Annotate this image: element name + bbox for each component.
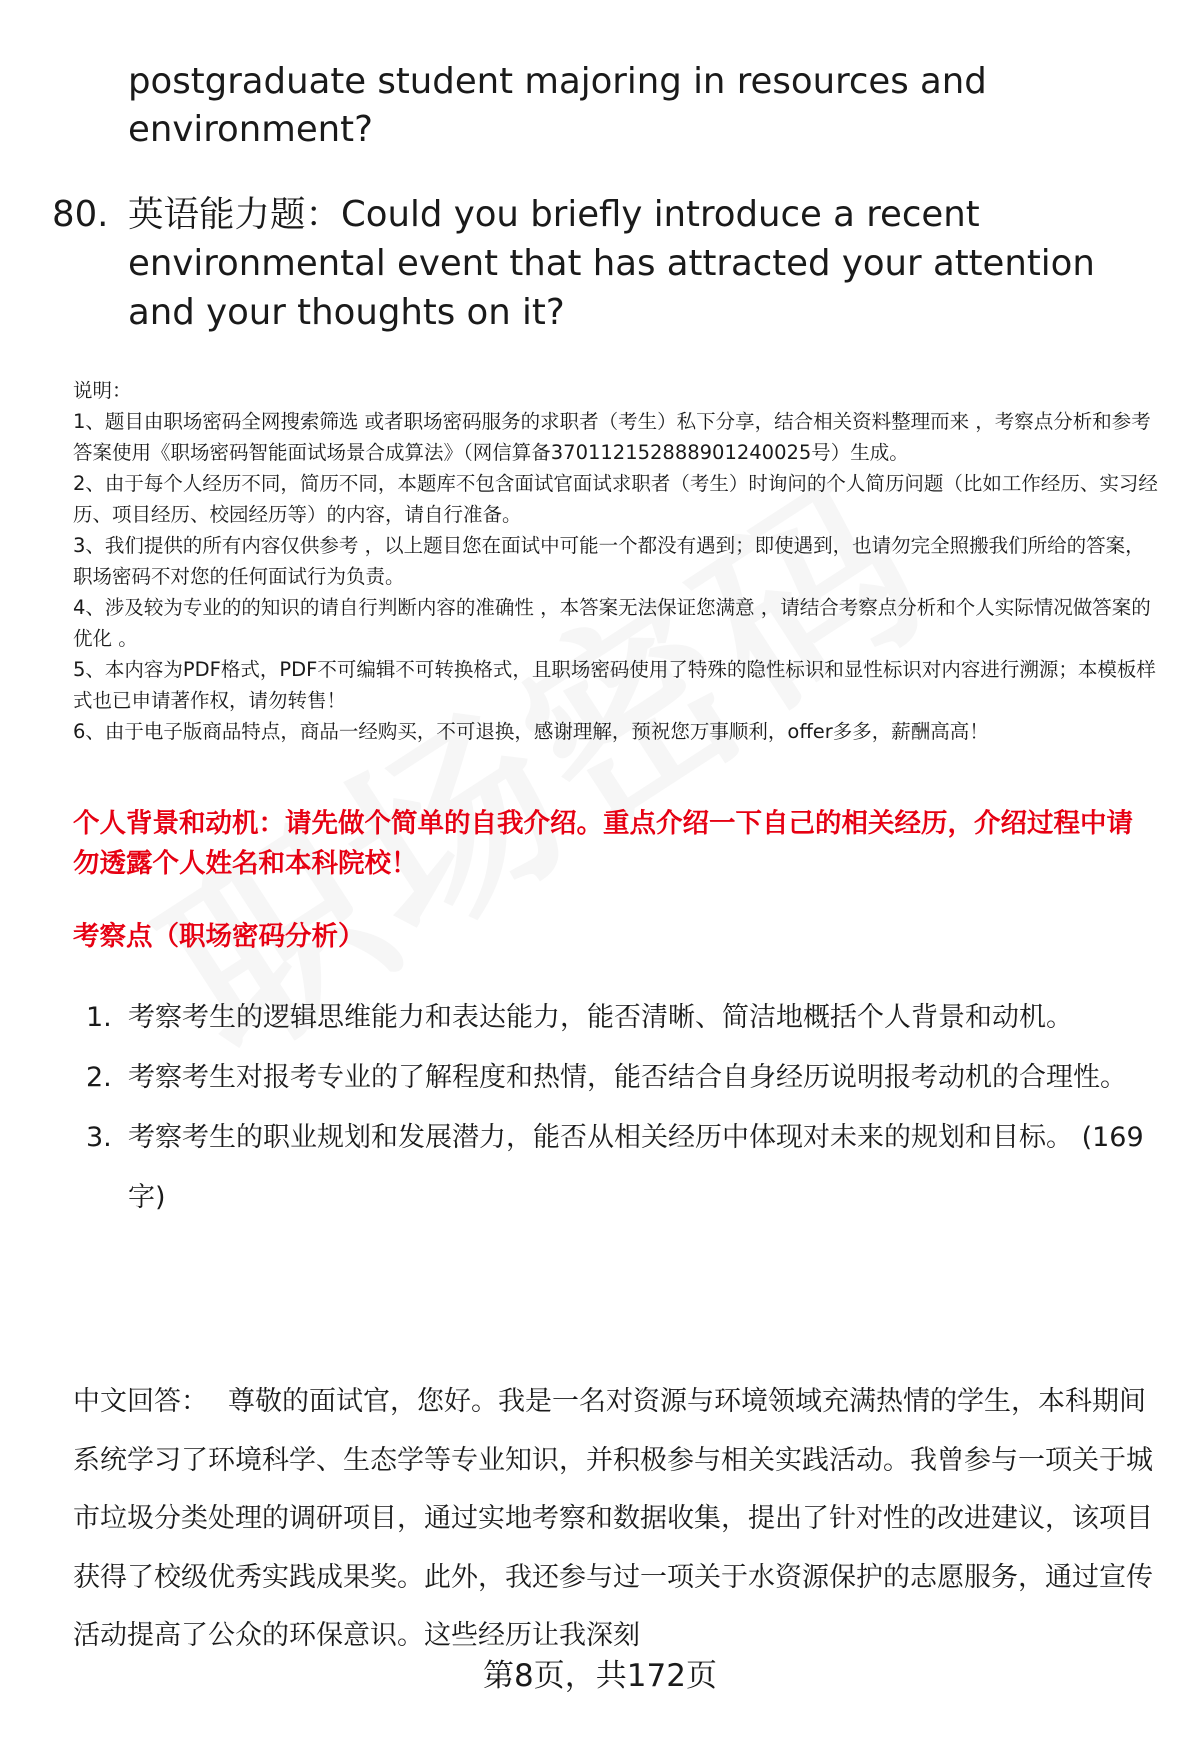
question-text: 英语能力题：Could you briefly introduce a recent environmental event that has attracted your attention and your thoughts on it?: [128, 194, 1095, 333]
notes-title: 说明：: [73, 379, 132, 402]
note-item: 3、我们提供的所有内容仅供参考 ，以上题目您在面试中可能一个都没有遇到；即使遇到，也请勿完全照搬我们所给的答案，职场密码不对您的任何面试行为负责。: [73, 534, 1145, 588]
analysis-points-list: [75, 988, 1155, 1228]
point-number: 1.: [86, 1002, 112, 1033]
question-heading: 个人背景和动机：请先做个简单的自我介绍。重点介绍一下自己的相关经历，介绍过程中请勿透露个人姓名和本科院校！: [73, 808, 1133, 879]
point-text: 考察考生的职业规划和发展潜力，能否从相关经历中体现对未来的规划和目标。 (169字): [128, 1122, 1144, 1213]
note-item: 1、题目由职场密码全网搜索筛选 或者职场密码服务的求职者（考生）私下分享，结合相关资料整理而来 ，考察点分析和参考答案使用《职场密码智能面试场景合成算法》（网信算备370112152888901240025号）生成。: [73, 410, 1151, 464]
answer-label: 中文回答：: [73, 1386, 208, 1417]
point-text: 考察考生的逻辑思维能力和表达能力，能否清晰、简洁地概括个人背景和动机。: [128, 1002, 1073, 1033]
analysis-point: [75, 1108, 1155, 1228]
point-number: 2.: [86, 1062, 112, 1093]
notes-section: [73, 375, 1158, 747]
analysis-point: [75, 1048, 1155, 1108]
note-item: 4、涉及较为专业的的知识的请自行判断内容的准确性 ，本答案无法保证您满意 ，请结合考察点分析和个人实际情况做答案的优化 。: [73, 596, 1151, 650]
note-item: 5、本内容为PDF格式，PDF不可编辑不可转换格式，且职场密码使用了特殊的隐性标识和显性标识对内容进行溯源；本模板样式也已申请著作权，请勿转售！: [73, 658, 1156, 712]
answer-text: 尊敬的面试官，您好。我是一名对资源与环境领域充满热情的学生，本科期间系统学习了环境科学、生态学等专业知识，并积极参与相关实践活动。我曾参与一项关于城市垃圾分类处理的调研项目，通过实地考察和数据收集，提出了针对性的改进建议，该项目获得了校级优秀实践成果奖。此外，我还参与过一项关于水资源保护的志愿服务，通过宣传活动提高了公众的环保意识。这些经历让我深刻: [73, 1386, 1153, 1651]
note-item: 6、由于电子版商品特点，商品一经购买，不可退换，感谢理解，预祝您万事顺利，offer多多，薪酬高高！: [73, 720, 989, 743]
answer-paragraph: [73, 1373, 1161, 1666]
question-79-continued: postgraduate student majoring in resources and environment?: [128, 61, 987, 150]
analysis-point: [75, 988, 1155, 1048]
analysis-heading: 考察点（职场密码分析）: [73, 921, 365, 952]
point-text: 考察考生对报考专业的了解程度和热情，能否结合自身经历说明报考动机的合理性。: [128, 1062, 1127, 1093]
point-number: 3.: [86, 1122, 112, 1153]
question-number: 80.: [52, 194, 109, 235]
page-number: 第8页，共172页: [483, 1658, 717, 1694]
note-item: 2、由于每个人经历不同，简历不同，本题库不包含面试官面试求职者（考生）时询问的个人简历问题（比如工作经历、实习经历、项目经历、校园经历等）的内容，请自行准备。: [73, 472, 1158, 526]
